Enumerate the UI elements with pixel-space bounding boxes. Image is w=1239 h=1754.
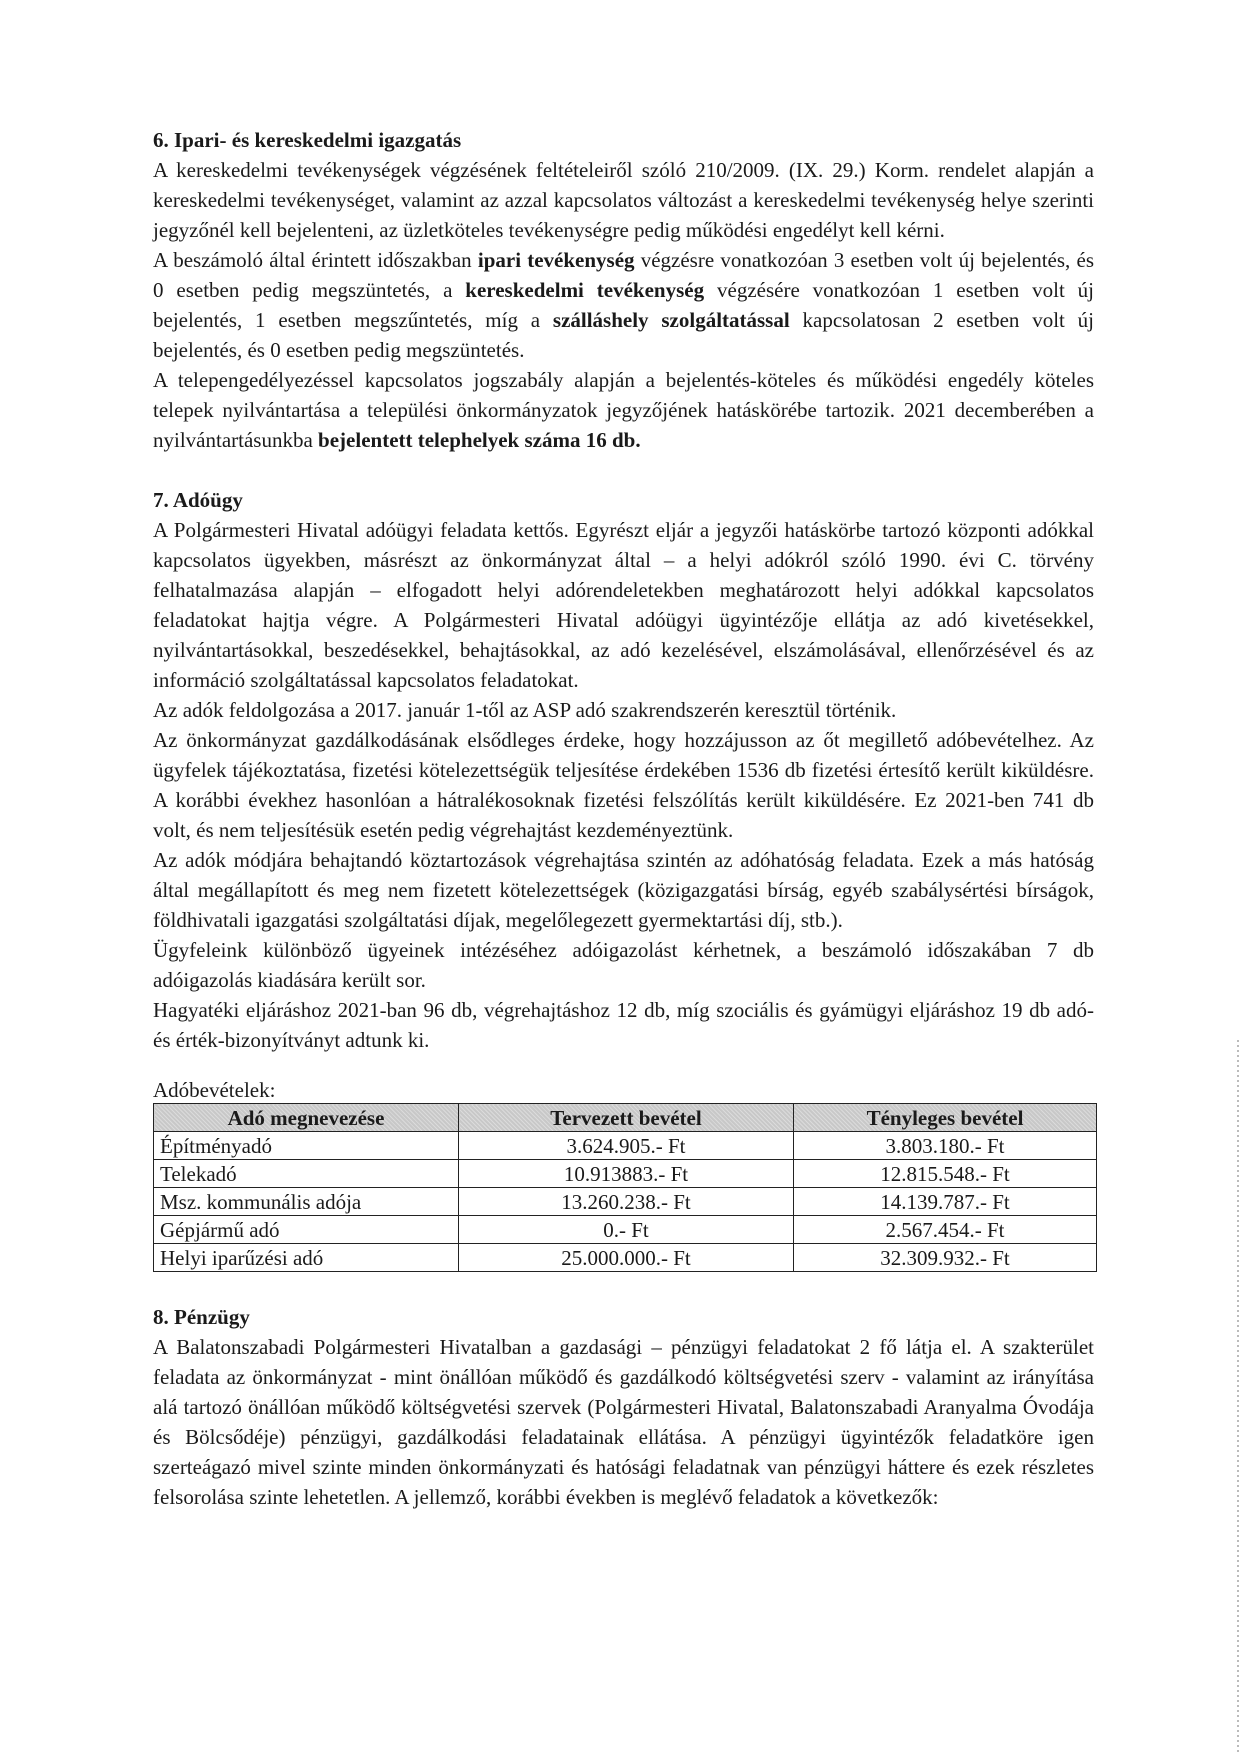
cell-tax-name: Gépjármű adó (154, 1216, 459, 1244)
bold-phrase: ipari tevékenység (477, 248, 635, 272)
table-header-row (154, 1104, 1097, 1132)
tax-revenue-table (153, 1103, 1097, 1272)
cell-tax-name: Telekadó (154, 1160, 459, 1188)
table-row (154, 1132, 1097, 1160)
section-7-paragraph-5: Ügyfeleink különböző ügyeinek intézéséhez adóigazolást kérhetnek, a beszámoló időszakában 7 db adóigazolás kiadására került sor. (153, 938, 1094, 992)
cell-actual: 12.815.548.- Ft (794, 1160, 1097, 1188)
bold-phrase: kereskedelmi tevékenység (465, 278, 705, 302)
cell-actual: 3.803.180.- Ft (794, 1132, 1097, 1160)
section-7-paragraph-1: A Polgármesteri Hivatal adóügyi feladata kettős. Egyrészt eljár a jegyzői hatáskörbe tartozó központi adókkal kapcsolatos ügyekben, másrészt az önkormányzat által – a helyi adókról szóló 1990. évi C. törvény felhatalmazása alapján – elfogadott helyi adórendeletekben meghatározott helyi adókkal kapcsolatos feladatokat hajtja végre. A Polgármesteri Hivatal adóügyi ügyintézője ellátja az adó kivetésekkel, nyilvántartásokkal, beszedésekkel, behajtásokkal, az adó kezelésével, elszámolásával, ellenőrzésével és az információ szolgáltatással kapcsolatos feladatokat. (153, 518, 1094, 692)
cell-tax-name: Építményadó (154, 1132, 459, 1160)
section-7-paragraph-2: Az adók feldolgozása a 2017. január 1-től az ASP adó szakrendszerén keresztül történik. (153, 698, 897, 722)
section-7-paragraph-3: Az önkormányzat gazdálkodásának elsődleges érdeke, hogy hozzájusson az őt megillető adóbevételhez. Az ügyfelek tájékoztatása, fizetési kötelezettségük teljesítése érdekében 1536 db fizetési értesítő került kiküldésre. A korábbi évekhez hasonlóan a hátralékosoknak fizetési felszólítás került kiküldésére. Ez 2021-ben 741 db volt, és nem teljesítésük esetén pedig végrehajtást kezdeményeztünk. (153, 728, 1094, 842)
section-8-heading: 8. Pénzügy (153, 1305, 250, 1329)
cell-actual: 32.309.932.- Ft (794, 1244, 1097, 1272)
section-8-paragraph-1: A Balatonszabadi Polgármesteri Hivatalban a gazdasági – pénzügyi feladatokat 2 fő látja el. A szakterület feladata az önkormányzat - mint önállóan működő és gazdálkodó költségvetési szerv - valamint az irányítása alá tartozó önállóan működő költségvetési szervek (Polgármesteri Hivatal, Balatonszabadi Aranyalma Óvodája és Bölcsődéje) pénzügyi, gazdálkodási feladatainak ellátása. A pénzügyi ügyintézők feladatköre igen szerteágazó mivel szinte minden önkormányzati és hatósági feladatnak van pénzügyi háttere és ezek részletes felsorolása szinte lehetetlen. A jellemző, korábbi években is meglévő feladatok a következők: (153, 1335, 1094, 1509)
cell-actual: 14.139.787.- Ft (794, 1188, 1097, 1216)
table-row (154, 1188, 1097, 1216)
cell-planned: 13.260.238.- Ft (459, 1188, 794, 1216)
header-actual: Tényleges bevétel (794, 1104, 1097, 1132)
header-tax-name: Adó megnevezése (154, 1104, 459, 1132)
section-7-paragraph-6: Hagyatéki eljáráshoz 2021-ban 96 db, végrehajtáshoz 12 db, míg szociális és gyámügyi eljáráshoz 19 db adó- és érték-bizonyítványt adtunk ki. (153, 998, 1094, 1052)
section-6-heading: 6. Ipari- és kereskedelmi igazgatás (153, 128, 462, 152)
cell-planned: 3.624.905.- Ft (459, 1132, 794, 1160)
bold-phrase: szálláshely szolgáltatással (552, 308, 790, 332)
cell-planned: 0.- Ft (459, 1216, 794, 1244)
table-row (154, 1160, 1097, 1188)
section-7-heading: 7. Adóügy (153, 488, 243, 512)
table-row (154, 1244, 1097, 1272)
header-planned: Tervezett bevétel (459, 1104, 794, 1132)
table-row (154, 1216, 1097, 1244)
section-6-paragraph-1: A kereskedelmi tevékenységek végzésének feltételeiről szóló 210/2009. (IX. 29.) Korm. rendelet alapján a kereskedelmi tevékenységet, valamint az azzal kapcsolatos változást a kereskedelmi tevékenység helye szerinti jegyzőnél kell bejelenteni, az üzletköteles tevékenységre pedig működési engedélyt kell kérni. (153, 158, 1094, 242)
cell-tax-name: Msz. kommunális adója (154, 1188, 459, 1216)
bold-phrase: bejelentett telephelyek száma 16 db. (318, 428, 641, 452)
section-6-paragraph-3: A telepengedélyezéssel kapcsolatos jogszabály alapján a bejelentés-köteles és működési engedély köteles telepek nyilvántartása a települési önkormányzatok jegyzőjének hatáskörébe tartozik. 2021 decemberében a nyilvántartásunkba bejelentett telephelyek száma 16 db. (153, 368, 1094, 452)
cell-actual: 2.567.454.- Ft (794, 1216, 1097, 1244)
cell-planned: 10.913883.- Ft (459, 1160, 794, 1188)
section-6-paragraph-2: A beszámoló által érintett időszakban ipari tevékenység végzésre vonatkozóan 3 esetben volt új bejelentés, és 0 esetben pedig megszüntetés, a kereskedelmi tevékenység végzésére vonatkozóan 1 esetben volt új bejelentés, 1 esetben megszűntetés, míg a szálláshely szolgáltatással kapcsolatosan 2 esetben volt új bejelentés, és 0 esetben pedig megszüntetés. (153, 248, 1095, 362)
table-caption: Adóbevételek: (153, 1078, 276, 1102)
cell-planned: 25.000.000.- Ft (459, 1244, 794, 1272)
section-7-paragraph-4: Az adók módjára behajtandó köztartozások végrehajtása szintén az adóhatóság feladata. Ezek a más hatóság által megállapított és meg nem fizetett kötelezettségek (közigazgatási bírság, egyéb szabálysértési bírságok, földhivatali igazgatási szolgáltatási díjak, megelőlegezett gyermektartási díj, stb.). (153, 848, 1094, 932)
cell-tax-name: Helyi iparűzési adó (154, 1244, 459, 1272)
